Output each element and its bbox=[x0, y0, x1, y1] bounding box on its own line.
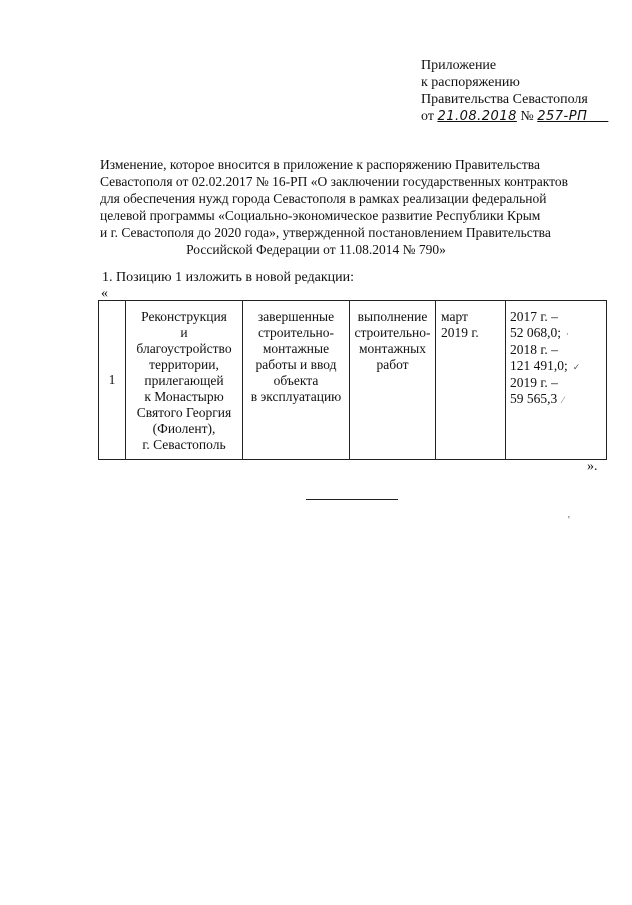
cell-object bbox=[126, 301, 243, 460]
finance-line bbox=[510, 358, 606, 375]
object-line: прилегающей bbox=[144, 373, 224, 388]
finance-line: 2017 г. – bbox=[510, 309, 558, 324]
result-line: в эксплуатацию bbox=[250, 389, 342, 404]
handwritten-number: 257-РП bbox=[537, 109, 588, 124]
cell-number: 1 bbox=[99, 301, 126, 460]
appendix-line-2: к распоряжению bbox=[421, 75, 520, 90]
number-prefix: № bbox=[520, 109, 534, 124]
close-quote: ». bbox=[587, 459, 598, 474]
appendix-date-line bbox=[421, 108, 608, 125]
object-line: Реконструкция bbox=[141, 309, 227, 324]
object-line: Святого Георгия bbox=[136, 405, 232, 420]
title-line: Изменение, которое вносится в приложение к распоряжению Правительства bbox=[100, 157, 540, 172]
date-prefix: от bbox=[421, 109, 434, 124]
term-line: 2019 г. bbox=[441, 325, 479, 340]
cell-work bbox=[350, 301, 436, 460]
object-line: г. Севастополь bbox=[142, 437, 226, 452]
item-instruction: 1. Позицию 1 изложить в новой редакции: bbox=[102, 270, 355, 285]
scan-speck: ' bbox=[568, 515, 570, 526]
finance-line: 2019 г. – bbox=[510, 375, 558, 390]
check-mark-icon: ✓ bbox=[572, 362, 581, 372]
title-line: и г. Севастополя до 2020 года», утвержденной постановлением Правительства bbox=[100, 225, 551, 240]
finance-line bbox=[510, 325, 606, 342]
appendix-line-3: Правительства Севастополя bbox=[421, 92, 588, 107]
object-line: к Монастырю bbox=[144, 389, 224, 404]
appendix-block bbox=[421, 57, 608, 125]
pen-mark-icon: · bbox=[566, 329, 570, 339]
title-line: Российской Федерации от 11.08.2014 № 790» bbox=[186, 242, 446, 257]
term-line: март bbox=[441, 309, 468, 324]
cell-finance bbox=[506, 301, 607, 460]
work-line: работ bbox=[376, 357, 409, 372]
cell-term bbox=[436, 301, 506, 460]
result-line: монтажные bbox=[262, 341, 330, 356]
object-line: благоустройство bbox=[136, 341, 232, 356]
finance-line: 2018 г. – bbox=[510, 342, 558, 357]
pen-mark-icon: ⁄ bbox=[562, 395, 564, 405]
appendix-line-1: Приложение bbox=[421, 58, 497, 73]
work-line: монтажных bbox=[359, 341, 426, 356]
handwritten-date: 21.08.2018 bbox=[437, 109, 517, 124]
position-table bbox=[98, 300, 607, 460]
finance-value: 52 068,0; bbox=[510, 325, 562, 340]
result-line: завершенные bbox=[257, 309, 335, 324]
object-line: (Фиолент), bbox=[152, 421, 216, 436]
work-line: строительно- bbox=[354, 325, 431, 340]
result-line: объекта bbox=[273, 373, 319, 388]
object-line: территории, bbox=[149, 357, 219, 372]
title-line: целевой программы «Социально-экономическое развитие Республики Крым bbox=[100, 208, 541, 223]
document-title bbox=[100, 156, 568, 258]
result-line: строительно- bbox=[257, 325, 335, 340]
table-row bbox=[99, 301, 607, 460]
end-divider bbox=[306, 499, 398, 500]
work-line: выполнение bbox=[357, 309, 428, 324]
result-line: работы и ввод bbox=[255, 357, 337, 372]
title-line: Севастополя от 02.02.2017 № 16-РП «О заключении государственных контрактов bbox=[100, 174, 568, 189]
title-line: для обеспечения нужд города Севастополя в рамках реализации федеральной bbox=[100, 191, 547, 206]
open-quote: « bbox=[101, 286, 108, 301]
finance-line bbox=[510, 391, 606, 408]
cell-result bbox=[243, 301, 350, 460]
object-line: и bbox=[180, 325, 188, 340]
finance-value: 59 565,3 bbox=[510, 391, 558, 406]
finance-value: 121 491,0; bbox=[510, 358, 568, 373]
